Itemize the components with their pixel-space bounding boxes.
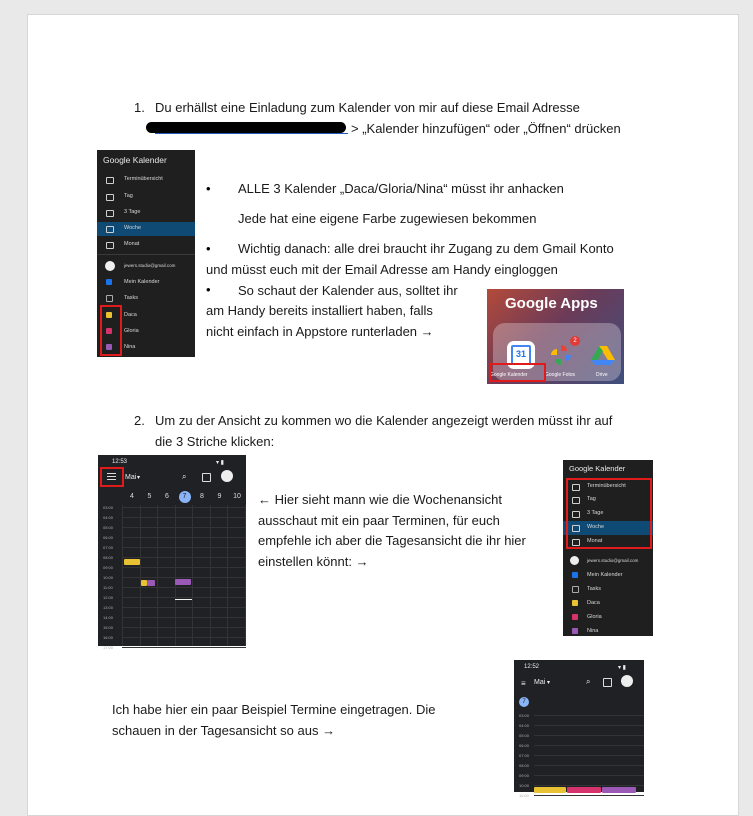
selected-day[interactable]: 7 xyxy=(519,697,529,707)
menu-item-overview[interactable]: Terminübersicht xyxy=(563,480,653,494)
hour-label: 16:00 xyxy=(103,635,114,640)
today-icon[interactable] xyxy=(603,678,612,687)
menu-item-week[interactable]: Woche xyxy=(97,222,195,236)
bottom-line-2: schauen in der Tagesansicht so aus → xyxy=(112,723,336,738)
day-view-screenshot xyxy=(514,660,644,798)
calendar-gloria[interactable]: Gloria xyxy=(563,611,653,625)
middle-line-1: ← Hier sieht mann wie die Wochenansicht xyxy=(258,492,502,507)
month-label: Mai xyxy=(125,474,137,481)
hour-label: 04:00 xyxy=(519,723,530,728)
calendar-nina[interactable]: Nina xyxy=(97,341,195,355)
app-label-calendar: Google Kalender xyxy=(490,372,528,378)
hour-label: 07:00 xyxy=(103,545,114,550)
calendar-tasks[interactable]: Tasks xyxy=(563,583,653,597)
hour-label: 10:00 xyxy=(519,783,530,788)
event-gloria[interactable] xyxy=(567,787,601,793)
hour-label: 14:00 xyxy=(103,615,114,620)
bullet-3-line-1: So schaut der Kalender aus, solltet ihr xyxy=(238,283,458,298)
menu-account: jewers.studio@gmail.com xyxy=(97,260,195,274)
month-label: Mai xyxy=(534,679,546,686)
search-icon[interactable]: ⌕ xyxy=(586,677,591,686)
calendar-highlight-box xyxy=(100,305,122,356)
hour-label: 15:00 xyxy=(103,625,114,630)
step-2-line-1: Um zu der Ansicht zu kommen wo die Kalender angezeigt werden müsst ihr auf xyxy=(155,413,613,428)
bottom-line-1: Ich habe hier ein paar Beispiel Termine eingetragen. Die xyxy=(112,702,436,717)
menu-item-month[interactable]: Monat xyxy=(97,238,195,252)
hamburger-menu-icon[interactable]: ≡ xyxy=(521,679,526,688)
calendar-daca[interactable]: Daca xyxy=(563,597,653,611)
menu-item-month[interactable]: Monat xyxy=(563,535,653,549)
bullet-1: ALLE 3 Kalender „Daca/Gloria/Nina“ müsst ihr anhacken xyxy=(238,181,564,196)
middle-line-3: empfehle ich aber die Tagesansicht die ihr hier xyxy=(258,533,526,548)
month-dropdown-icon[interactable]: ▾ xyxy=(137,475,141,481)
calendar-menu-screenshot-2 xyxy=(563,460,653,636)
step-2-line-2: die 3 Striche klicken: xyxy=(155,434,275,449)
hour-label: 10:00 xyxy=(103,575,114,580)
bullet-1-sub: Jede hat eine eigene Farbe zugewiesen bekommen xyxy=(238,211,537,226)
today-icon[interactable] xyxy=(202,473,211,482)
bullet-dot: • xyxy=(206,241,211,256)
search-icon[interactable]: ⌕ xyxy=(182,472,187,481)
week-day-6[interactable]: 6 xyxy=(165,493,169,500)
week-day-8[interactable]: 8 xyxy=(200,493,204,500)
week-day-10[interactable]: 10 xyxy=(233,493,241,500)
calendar-menu-screenshot xyxy=(97,150,195,357)
calendar-nina[interactable]: Nina xyxy=(563,625,653,639)
status-time: 12:52 xyxy=(524,664,540,670)
step-1-line-1: Du erhällst eine Einladung zum Kalender von mir auf diese Email Adresse xyxy=(155,100,580,115)
bullet-dot: • xyxy=(206,181,211,196)
view-options-highlight-box xyxy=(566,478,652,549)
event-nina[interactable] xyxy=(602,787,636,793)
drive-app-icon[interactable] xyxy=(589,341,617,369)
middle-line-4: einstellen könnt: → xyxy=(258,554,369,569)
step-1-number: 1. xyxy=(134,100,145,115)
calendar-daca[interactable]: Daca xyxy=(97,309,195,323)
avatar[interactable] xyxy=(221,470,233,482)
week-view-screenshot xyxy=(98,455,246,650)
menu-item-overview[interactable]: Terminübersicht xyxy=(97,173,195,187)
bullet-2-line-1: Wichtig danach: alle drei braucht ihr Zugang zu dem Gmail Konto xyxy=(238,241,614,256)
hour-label: 06:00 xyxy=(519,743,530,748)
hour-label: 09:00 xyxy=(519,773,530,778)
event-daca[interactable] xyxy=(534,787,566,793)
app-label-photos: Google Fotos xyxy=(545,372,576,378)
hour-label: 03:00 xyxy=(519,713,530,718)
hour-label: 07:00 xyxy=(519,753,530,758)
calendar-mein[interactable]: Mein Kalender xyxy=(563,569,653,583)
hour-label: 13:00 xyxy=(103,605,114,610)
bullet-dot: • xyxy=(206,282,211,297)
hour-label: 08:00 xyxy=(103,555,114,560)
week-day-4[interactable]: 4 xyxy=(130,493,134,500)
calendar-app-highlight-box xyxy=(489,363,546,382)
status-icons: ▾ ▮ xyxy=(216,460,224,466)
bullet-3-line-2: am Handy bereits installiert haben, falls xyxy=(206,303,433,318)
hour-label: 11:00 xyxy=(519,793,529,798)
step-1-line-2: > „Kalender hinzufügen“ oder „Öffnen“ drücken xyxy=(351,121,621,136)
step-2-number: 2. xyxy=(134,413,145,428)
hour-label: 03:00 xyxy=(103,505,114,510)
hour-label: 11:00 xyxy=(103,585,113,590)
week-day-7[interactable]: 7 xyxy=(179,491,191,503)
menu-logo: Google Kalender xyxy=(569,464,626,473)
week-day-9[interactable]: 9 xyxy=(217,493,222,500)
hour-label: 05:00 xyxy=(519,733,530,738)
bullet-2-line-2: und müsst euch mit der Email Adresse am Handy eingloggen xyxy=(206,262,558,277)
menu-item-week[interactable]: Woche xyxy=(563,521,653,535)
bullet-3-line-3: nicht einfach in Appstore runterladen → xyxy=(206,324,434,339)
calendar-tasks[interactable]: Tasks xyxy=(97,292,195,306)
calendar-mein[interactable]: Mein Kalender xyxy=(97,276,195,290)
hour-label: 17:00 xyxy=(103,645,114,650)
menu-item-day[interactable]: Tag xyxy=(97,190,195,204)
app-label-drive: Drive xyxy=(596,372,608,378)
event-daca[interactable] xyxy=(124,559,140,565)
menu-item-3days[interactable]: 3 Tage xyxy=(563,507,653,521)
status-icons: ▾ ▮ xyxy=(618,665,626,671)
hour-label: 05:00 xyxy=(103,525,114,530)
calendar-gloria[interactable]: Gloria xyxy=(97,325,195,339)
redacted-email xyxy=(146,122,346,133)
status-time: 12:53 xyxy=(112,459,128,465)
hour-label: 04:00 xyxy=(103,515,114,520)
current-time-indicator xyxy=(175,599,192,600)
menu-logo: Google Kalender xyxy=(103,155,167,165)
google-apps-screenshot xyxy=(487,289,624,384)
menu-account: jewers.studio@gmail.com xyxy=(563,555,653,569)
google-calendar-app-icon[interactable]: 31 xyxy=(507,341,535,369)
event-nina[interactable] xyxy=(175,579,191,585)
hamburger-highlight-box xyxy=(100,467,124,487)
hour-label: 12:00 xyxy=(103,595,114,600)
email-link-underline xyxy=(155,133,348,134)
avatar[interactable] xyxy=(621,675,633,687)
menu-item-3days[interactable]: 3 Tage xyxy=(97,206,195,220)
hour-label: 09:00 xyxy=(103,565,114,570)
hour-label: 06:00 xyxy=(103,535,114,540)
menu-item-day[interactable]: Tag xyxy=(563,493,653,507)
hour-label: 08:00 xyxy=(519,763,530,768)
event-nina[interactable] xyxy=(147,580,155,586)
notification-badge: 2 xyxy=(570,336,580,346)
month-dropdown-icon[interactable]: ▾ xyxy=(547,680,551,686)
google-apps-title: Google Apps xyxy=(505,295,598,312)
google-photos-app-icon[interactable] xyxy=(547,341,575,369)
middle-line-2: ausschaut mit ein paar Terminen, für euch xyxy=(258,513,500,528)
week-day-5[interactable]: 5 xyxy=(147,493,152,500)
